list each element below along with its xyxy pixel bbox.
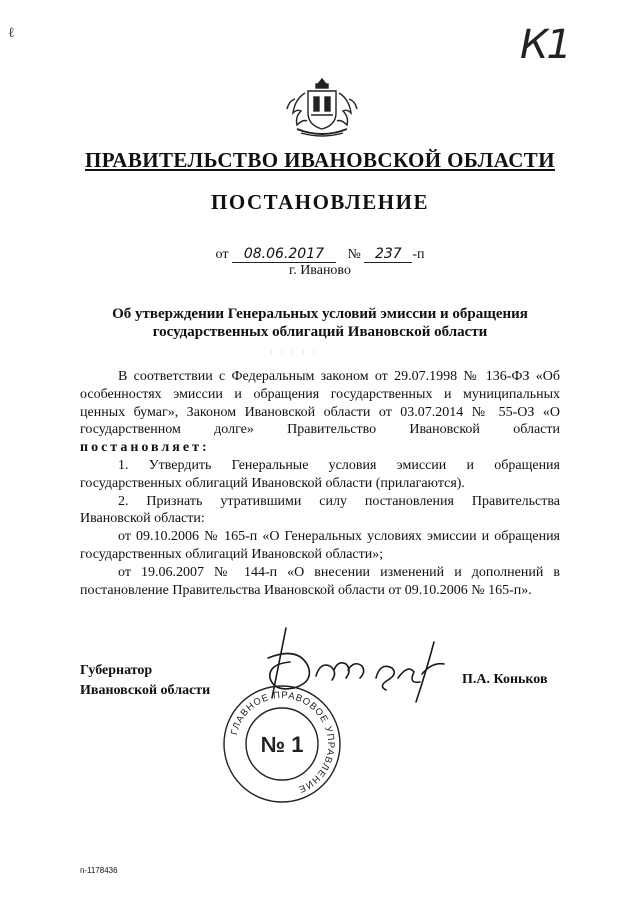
item-2b: от 19.06.2007 № 144-п «О внесении изменений и дополнений в постановление Правительства Ивановской области от 09.10.2006 № 165-п». xyxy=(80,564,560,598)
number-suffix: -п xyxy=(412,247,425,262)
document-number: 237 xyxy=(364,246,412,263)
intro-paragraph xyxy=(80,368,560,457)
handwritten-corner-mark: К1 xyxy=(520,22,570,68)
signatory-position xyxy=(80,661,210,701)
footer-code: п-1178436 xyxy=(80,866,118,875)
item-2a: от 09.10.2006 № 165-п «О Генеральных условиях эмиссии и обращения государственных облигаций Ивановской области»; xyxy=(80,529,560,562)
organization-title: ПРАВИТЕЛЬСТВО ИВАНОВСКОЙ ОБЛАСТИ xyxy=(85,148,555,172)
city: г. Иваново xyxy=(289,263,351,278)
coat-of-arms-icon xyxy=(283,75,361,137)
stamp-ring-text: ГЛАВНОЕ ПРАВОВОЕ УПРАВЛЕНИЕ xyxy=(228,689,337,795)
scan-dots: · · · · · xyxy=(270,348,319,357)
document-body xyxy=(80,368,560,599)
official-stamp xyxy=(220,682,344,806)
document-type: ПОСТАНОВЛЕНИЕ xyxy=(211,190,429,214)
date-prefix: от xyxy=(215,247,229,262)
position-line-1: Губернатор xyxy=(80,663,153,678)
item-2: 2. Признать утратившими силу постановления Правительства Ивановской области: xyxy=(80,493,560,527)
margin-mark: ℓ xyxy=(8,26,15,41)
signatory-name: П.А. Коньков xyxy=(462,672,548,687)
document-subject: Об утверждении Генеральных условий эмиссии и обращения государственных облигаций Ивановской области xyxy=(112,306,528,340)
stamp-center-number: № 1 xyxy=(260,732,304,757)
intro-text: В соответствии с Федеральным законом от 29.07.1998 № 136-ФЗ «Об особенностях эмиссии и обращения государственных и муниципальных ценных бумаг», Законом Ивановской области от 03.07.2014 № 55-ОЗ «О государственном долге» Правительство Ивановской области xyxy=(80,369,560,438)
document-date: 08.06.2017 xyxy=(232,246,336,263)
decree-word: постановляет: xyxy=(80,440,210,456)
position-line-2: Ивановской области xyxy=(80,683,211,698)
number-sign: № xyxy=(347,247,361,262)
item-1: 1. Утвердить Генеральные условия эмиссии и обращения государственных облигаций Ивановской области (прилагаются). xyxy=(80,457,560,491)
registration-line xyxy=(0,246,640,263)
